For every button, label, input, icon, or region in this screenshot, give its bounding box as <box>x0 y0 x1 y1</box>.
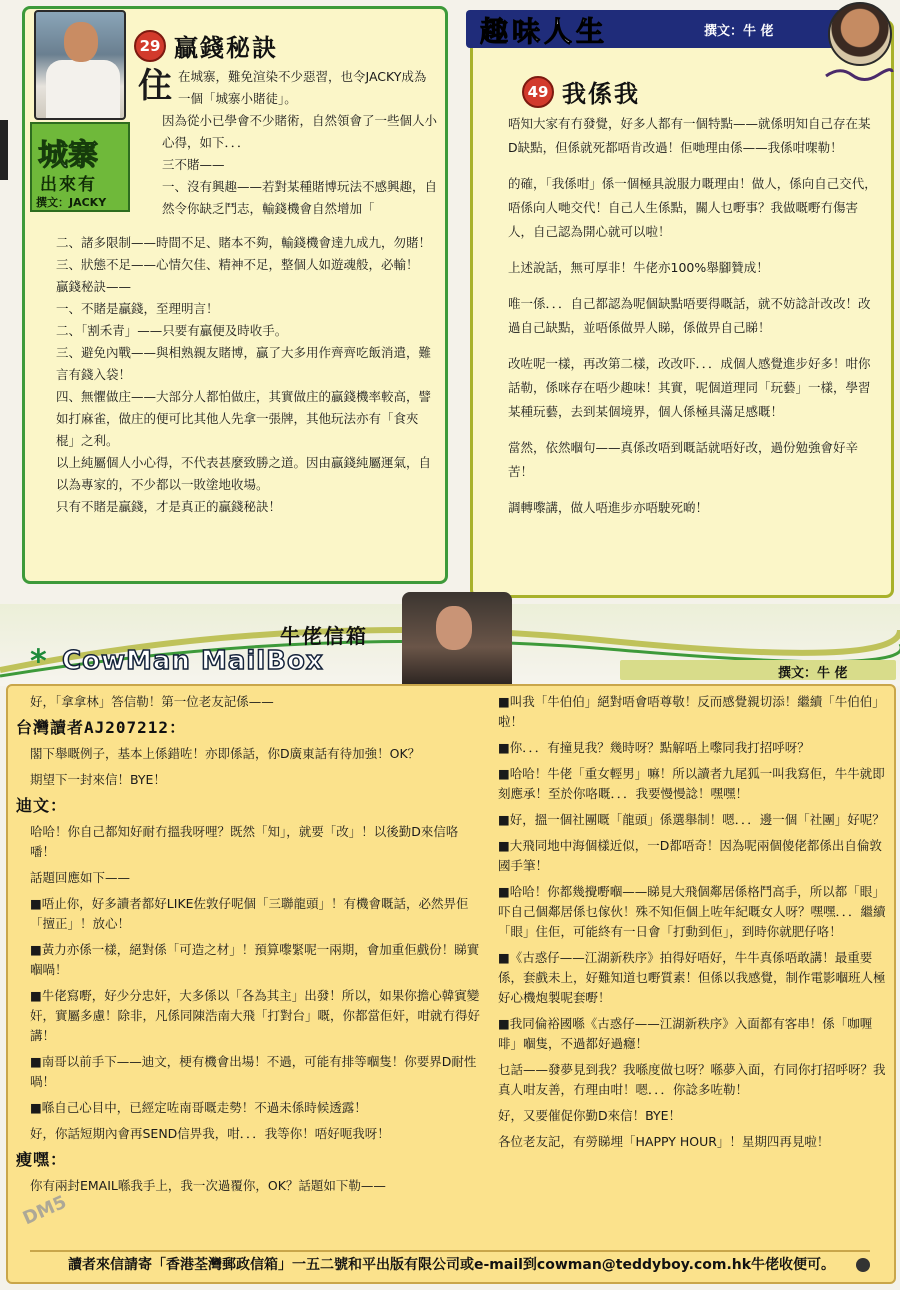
column-logo: 趣味人生 <box>480 15 609 48</box>
paragraph: ■你．．．有撞見我？幾時呀？點解唔上嚟同我打招呼呀？ <box>498 740 810 755</box>
mailbox-title-cn: 牛佬信箱 <box>280 624 368 648</box>
paragraph: 二、諸多限制——時間不足、賭本不夠，輸錢機會達九成九，勿賭！ <box>56 235 432 250</box>
paragraph: 贏錢秘訣—— <box>56 279 132 294</box>
paragraph: ■哈哈！牛佬「重女輕男」嘛！所以讀者九尾狐一叫我寫佢，牛牛就即刻應承！至於你咯嘅．．．我要慢慢諗！嘿嘿！ <box>498 766 885 801</box>
column-badge-title: 城寨 <box>38 138 98 173</box>
page-edge-mark <box>0 120 8 180</box>
article-title-row <box>522 74 640 109</box>
paragraph: 你有兩封EMAIL喺我手上，我一次過覆你，OK？話題如下勒—— <box>30 1178 386 1193</box>
article-number: 49 <box>522 76 554 108</box>
reader-name: 瘦嘿： <box>16 1150 68 1169</box>
mailbox-author-photo <box>402 592 512 684</box>
paragraph: 唯一係．．．自己都認為呢個缺點唔要得嘅話，就不妨諗計改改！改過自己缺點，並唔係做畀人睇，係做畀自己睇！ <box>508 296 871 335</box>
paragraph: 期望下一封來信！BYE！ <box>30 772 166 787</box>
paragraph: 三、避免內戰——與相熟親友賭博，贏了大多用作齊齊吃飯消遣，難言有錢入袋！ <box>56 345 432 382</box>
paragraph: 一、沒有興趣——若對某種賭博玩法不感興趣，自然令你缺乏鬥志，輸錢機會自然增加「 <box>162 179 438 216</box>
mailbox-byline: 撰文：牛 佬 <box>778 666 848 681</box>
column-byline: 撰文：JACKY <box>36 196 107 209</box>
paragraph: 三、狀態不足——心情欠佳、精神不足，整個人如遊魂般，必輸！ <box>56 257 419 272</box>
paragraph: ■唔止你，好多讀者都好LIKE佐敦仔呢個「三聯龍頭」！有機會嘅話，必然畀佢「擅正」！放心！ <box>30 896 469 931</box>
footer-address: 讀者來信請寄「香港荃灣郵政信箱」一五二號和平出版有限公司或e-mail到cowman@teddyboy.com.hk牛佬收便可。 <box>68 1257 836 1273</box>
paragraph: 好，「拿拿林」答信勒！第一位老友記係—— <box>30 694 274 709</box>
paragraph: 只有不賭是贏錢，才是真正的贏錢秘訣！ <box>56 499 282 514</box>
column-byline: 撰文：牛 佬 <box>704 24 774 39</box>
paragraph: 上述說話，無可厚非！牛佬亦100%舉腳贊成！ <box>508 260 769 275</box>
reader-name: 迪文： <box>16 796 68 815</box>
paragraph: 四、無懼做庄——大部分人都怕做庄，其實做庄的贏錢機率較高，譬如打麻雀，做庄的便可比其他人先拿一張牌，其他玩法亦有「食夾棍」之利。 <box>56 389 432 448</box>
column-badge <box>30 122 130 212</box>
paragraph: 閣下舉嘅例子，基本上係錯咗！亦即係話，你D廣東話有待加強！OK？ <box>30 746 421 761</box>
column-badge-subtitle: 出來有 <box>40 175 97 195</box>
decorative-swirl-icon <box>822 66 894 84</box>
paragraph: 話題回應如下—— <box>30 870 131 885</box>
article-title: 我係我 <box>562 79 640 108</box>
paragraph: ■我同倫裕國喺《古惑仔——江湖新秩序》入面都有客串！係「咖喱啡」嗰隻，不過都好過癮！ <box>498 1016 873 1051</box>
paragraph: ■南哥以前手下——迪文，梗有機會出場！不過，可能有排等嗰隻！你要界D耐性喎！ <box>30 1054 477 1089</box>
article-body <box>508 112 880 532</box>
paragraph: ■好，搵一個社團嘅「龍頭」係選舉制！嗯．．．邊一個「社團」好呢？ <box>498 812 885 827</box>
paragraph: 因為從小已學會不少賭術，自然領會了一些個人小心得，如下．．． <box>162 113 438 150</box>
author-photo-jacky <box>34 10 126 120</box>
letters-column-left <box>16 692 482 1202</box>
paragraph: 住在城寨，難免渲染不少惡習，也令JACKY成為一個「城寨小賭徒」。 <box>138 66 427 106</box>
paragraph: 一、不賭是贏錢，至理明言！ <box>56 301 219 316</box>
paragraph: ■哈哈！你都幾攪嘢嗰——睇見大飛個鄰居係格鬥高手，所以都「眼」吓自己個鄰居係乜傢伙！殊不知佢個上咗年紀嘅女人呀？嘿嘿．．．繼續「眼」住佢，可能終有一日會「打動到佢」，到時你就肥仔咯！ <box>498 884 886 939</box>
author-avatar-cowman <box>828 2 892 66</box>
dropcap: 住 <box>138 66 172 106</box>
paragraph: 哈哈！你自己都知好耐冇搵我呀哩？既然「知」，就要「改」！以後勤D來信咯噃！ <box>30 824 459 859</box>
paragraph: ■叫我「牛伯伯」絕對唔會唔尊敬！反而感覺親切添！繼續「牛伯伯」啦！ <box>498 694 885 729</box>
paragraph: 二、「割禾青」——只要有贏便及時收手。 <box>56 323 288 338</box>
reader-name: 台灣讀者AJ207212： <box>16 718 187 737</box>
article-number: 29 <box>134 30 166 62</box>
paragraph: ■《古惑仔——江湖新秩序》拍得好唔好，牛牛真係唔敢講！最重要係，套戲未上，好難知道乜嘢質素！但係以我感覺，制作電影嗰班人極好心機炮製呢套嘢！ <box>498 950 886 1005</box>
article-title: 贏錢秘訣 <box>174 33 278 62</box>
asterisk-icon: * <box>30 642 47 680</box>
article-body-bottom <box>32 232 436 518</box>
article-body-top <box>138 66 438 220</box>
paragraph: 好，你話短期內會再SEND信畀我，咁．．．我等你！唔好呃我呀！ <box>30 1126 390 1141</box>
paragraph: 以上純屬個人小心得，不代表甚麼致勝之道。因由贏錢純屬運氣，自以為專家的，不少都以一敗塗地收場。 <box>56 455 432 492</box>
footer-dot-icon <box>856 1258 870 1272</box>
paragraph: ■黃力亦係一樣，絕對係「可造之材」！預算嚟緊呢一兩期，會加重佢戲份！睇實嗰喎！ <box>30 942 480 977</box>
paragraph: 三不賭—— <box>162 157 225 172</box>
column-header-bar <box>466 10 842 48</box>
paragraph: 唔知大家有冇發覺，好多人都有一個特點——就係明知自己存在某D缺點，但係就死都唔肯改過！佢哋理由係——我係咁㗎勒！ <box>508 116 871 155</box>
paragraph: 當然，依然嗰句——真係改唔到嘅話就唔好改，過份勉強會好辛苦！ <box>508 440 859 479</box>
paragraph: 乜話——發夢見到我？我喺度做乜呀？喺夢入面，冇同你打招呼呀？我真人咁友善，冇理由咁！嗯．．．你諗多咗勒！ <box>498 1062 886 1097</box>
byline-bar <box>620 660 896 680</box>
paragraph: 的確，「我係咁」係一個極具說服力嘅理由！做人，係向自己交代，唔係向人哋交代！自己人生係點，關人乜嘢事？我做嘅嘢冇傷害人，自己認為開心就可以啦！ <box>508 176 877 239</box>
paragraph: ■牛佬寫嘢，好少分忠奸，大多係以「各為其主」出發！所以，如果你擔心韓賓變奸，實屬多慮！除非，凡係同陳浩南大飛「打對台」嘅，你都當佢奸，咁就冇得好講！ <box>30 988 481 1043</box>
paragraph: ■喺自己心目中，已經定咗南哥嘅走勢！不過未係時候透露！ <box>30 1100 367 1115</box>
mailbox-title-en: CowMan MailBox <box>62 646 324 676</box>
paragraph: ■大飛同地中海個樣近似，一D都唔奇！因為呢兩個傻佬都係出自倫敦國手筆！ <box>498 838 882 873</box>
article-title-row <box>134 28 278 63</box>
paragraph: 好，又要催促你勤D來信！BYE！ <box>498 1108 682 1123</box>
paragraph: 改咗呢一樣，再改第二樣，改改吓．．．成個人感覺進步好多！咁你話勒，係咪存在唔少趣味！其實，呢個道理同「玩藝」一樣，學習某種玩藝，去到某個境界，個人係極具滿足感嘅！ <box>508 356 871 419</box>
letters-column-right <box>498 692 888 1158</box>
paragraph: 調轉嚟講，做人唔進步亦唔駛死啲！ <box>508 500 709 515</box>
watermark: DM5 <box>19 1191 70 1230</box>
paragraph: 各位老友記，有勞睇埋「HAPPY HOUR」！星期四再見啦！ <box>498 1134 830 1149</box>
